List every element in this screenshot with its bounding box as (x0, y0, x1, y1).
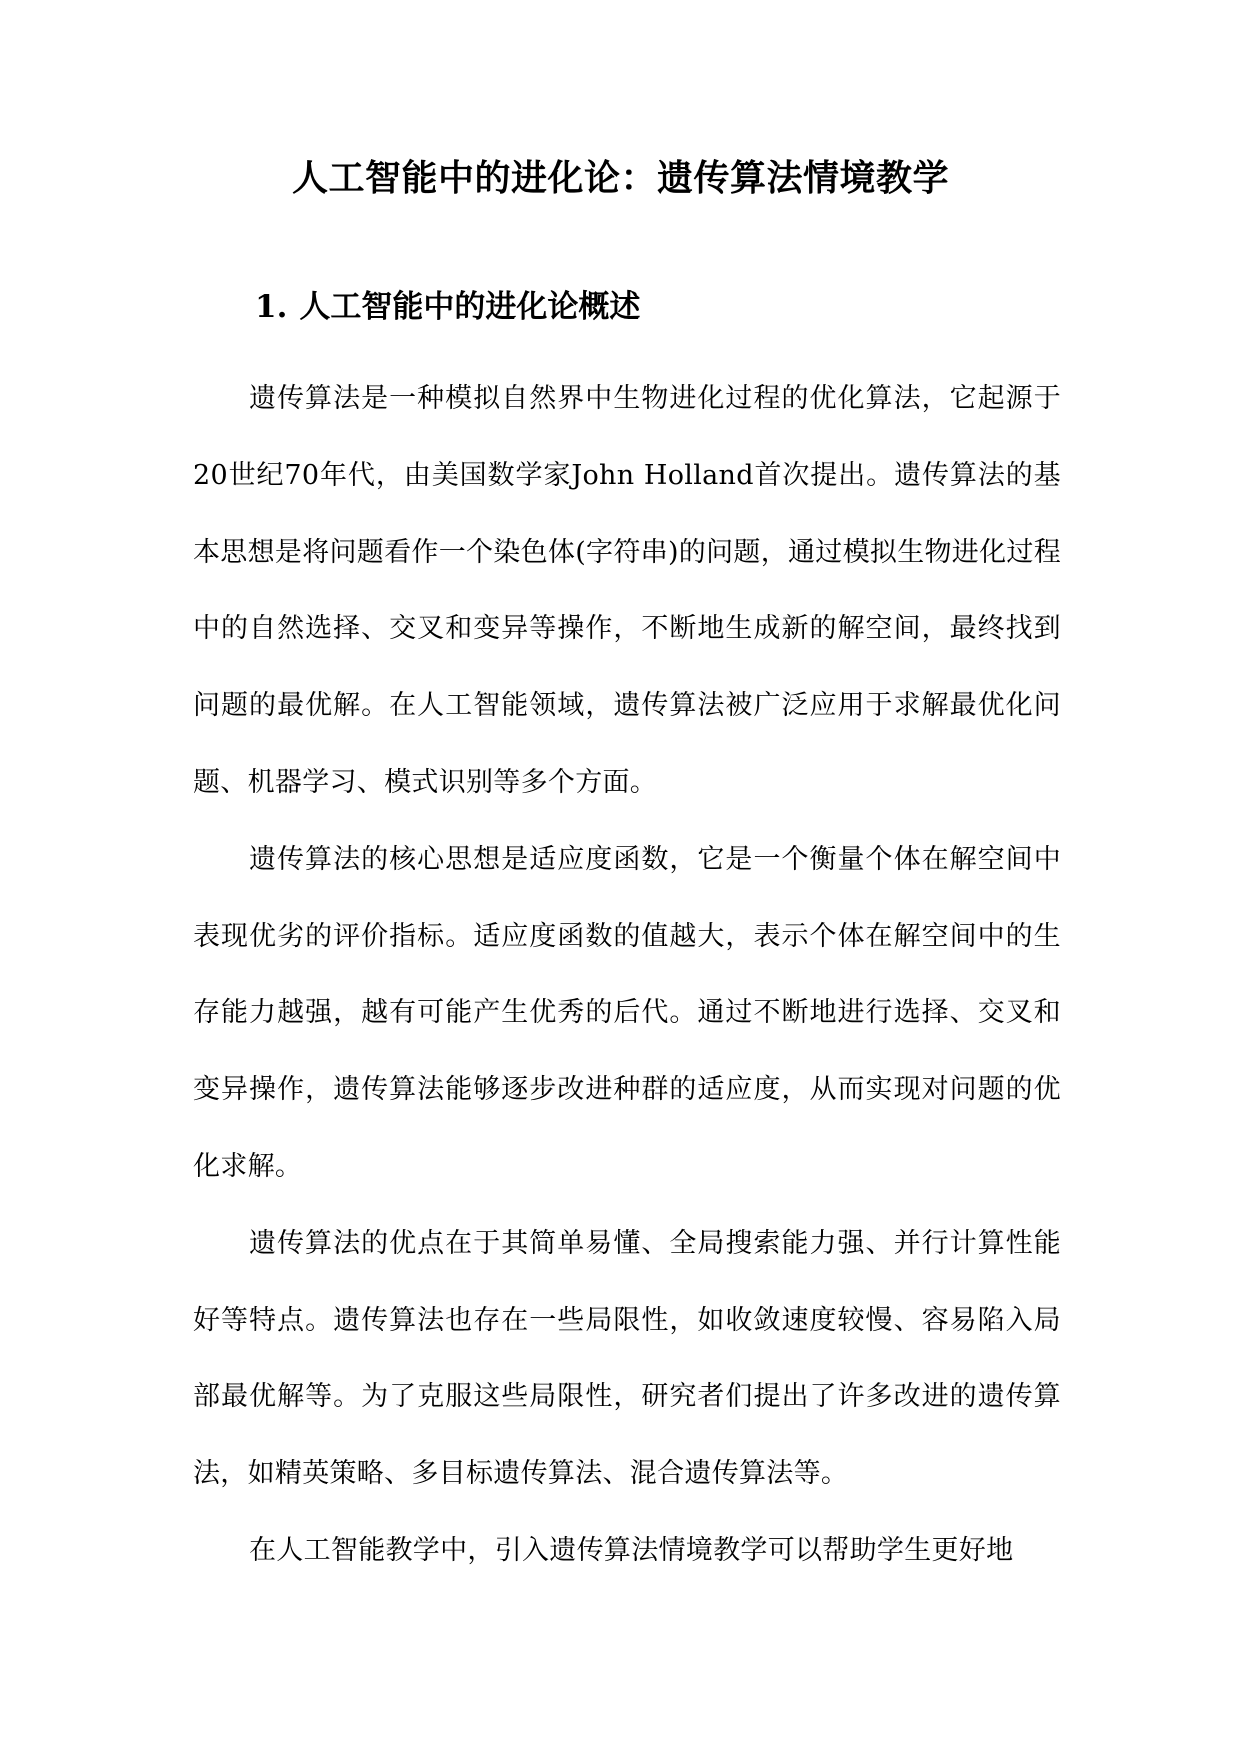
paragraph: 遗传算法的核心思想是适应度函数，它是一个衡量个体在解空间中表现优劣的评价指标。适应度函数的值越大，表示个体在解空间中的生存能力越强，越有可能产生优秀的后代。通过不断地进行选择、交叉和变异操作，遗传算法能够逐步改进种群的适应度，从而实现对问题的优化求解。 (193, 843, 1061, 1182)
paragraph: 遗传算法的优点在于其简单易懂、全局搜索能力强、并行计算性能好等特点。遗传算法也存在一些局限性，如收敛速度较慢、容易陷入局部最优解等。为了克服这些局限性，研究者们提出了许多改进的遗传算法，如精英策略、多目标遗传算法、混合遗传算法等。 (193, 1227, 1061, 1490)
section-heading (255, 284, 640, 330)
section-title: 人工智能中的进化论概述 (299, 289, 641, 325)
paragraph: 遗传算法是一种模拟自然界中生物进化过程的优化算法，它起源于20世纪70年代，由美国数学家John Holland首次提出。遗传算法的基本思想是将问题看作一个染色体(字符串)的问题，通过模拟生物进化过程中的自然选择、交叉和变异等操作，不断地生成新的解空间，最终找到问题的最优解。在人工智能领域，遗传算法被广泛应用于求解最优化问题、机器学习、模式识别等多个方面。 (193, 383, 1061, 798)
body-text (193, 361, 1061, 1590)
paragraph: 在人工智能教学中，引入遗传算法情境教学可以帮助学生更好地 (249, 1534, 1014, 1566)
document-title: 人工智能中的进化论：遗传算法情境教学 (291, 157, 949, 199)
section-number: 1. (255, 289, 288, 325)
